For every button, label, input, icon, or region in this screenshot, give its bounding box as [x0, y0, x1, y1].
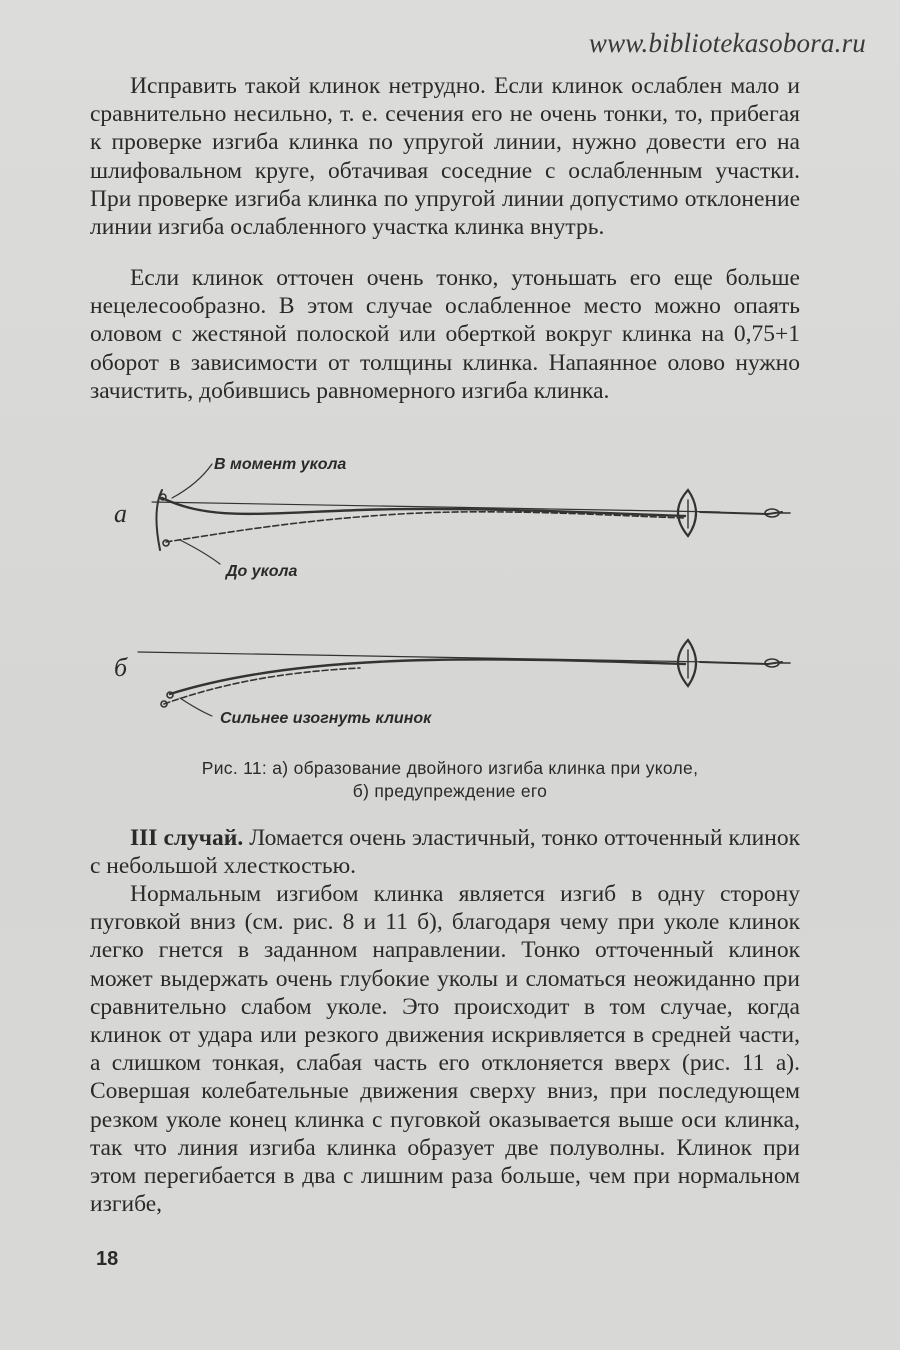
blade-curve-before	[166, 512, 685, 542]
paragraph-3	[90, 824, 800, 880]
page-number: 18	[96, 1248, 119, 1270]
figure-letter-b: б	[114, 653, 128, 682]
leader-before	[180, 540, 220, 564]
figure-caption	[110, 757, 790, 803]
paragraph-2: Если клинок отточен очень тонко, утоньшать его еще больше нецелесообразно. В этом случае ослабленное место можно опаять оловом с жестяной полоской или оберткой вокруг клинка на 0,75+1 оборот в зависимости от толщины клинка. Напаянное олово нужно зачистить, добившись равномерного изгиба клинка.	[90, 265, 800, 404]
figure-11	[100, 440, 800, 740]
watermark: www.bibliotekasobora.ru	[588, 28, 866, 58]
case-heading: III случай.	[130, 825, 244, 851]
figure-letter-a: а	[114, 499, 127, 528]
leader-moment	[172, 464, 212, 498]
blade-curve-normal	[170, 659, 685, 694]
case-text: Ломается очень эластичный, тонко отточенный клинок с небольшой хлесткостью.	[90, 825, 801, 880]
paragraph-1: Исправить такой клинок нетрудно. Если клинок ослаблен мало и сравнительно несильно, т. е. сечения его не очень тонки, то, прибегая к проверке изгиба клинка по упругой линии, нужно довести его на шлифовальном круге, обтачивая соседние с ослабленным участки. При проверке изгиба клинка по упругой линии допустимо отклонение линии изгиба ослабленного участка клинка внутрь.	[90, 73, 800, 241]
button-tip-before	[163, 540, 169, 546]
caption-line-2: б) предупреждение его	[352, 781, 548, 801]
label-bend: Сильнее изогнуть клинок	[220, 710, 432, 727]
axis-line-a	[152, 502, 720, 512]
guard-a	[678, 490, 696, 536]
caption-line-1: Рис. 11: а) образование двойного изгиба клинка при уколе,	[201, 758, 699, 778]
leader-bend	[180, 698, 212, 716]
label-moment: В момент укола	[214, 456, 347, 473]
grip-a	[700, 512, 782, 514]
label-before: До укола	[226, 563, 298, 580]
paragraph-4: Нормальным изгибом клинка является изгиб в одну сторону пуговкой вниз (см. рис. 8 и 11 б), благодаря чему при уколе клинок легко гнется в заданном направлении. Тонко отточенный клинок может выдержать очень глубокие уколы и сломаться неожиданно при сравнительно слабом уколе. Это происходит в том случае, когда клинок от удара или резкого движения искривляется в средней части, а слишком тонкая, слабая часть его отклоняется вверх (рис. 11 а). Совершая колебательные движения сверху вниз, при последующем резком уколе конец клинка с пуговкой оказывается выше оси клинка, так что линия изгиба клинка образует две полуволны. Клинок при этом перегибается в два с лишним раза больше, чем при нормальном изгибе,	[90, 881, 800, 1218]
blade-diagram	[100, 440, 800, 740]
grip-b	[700, 662, 782, 664]
